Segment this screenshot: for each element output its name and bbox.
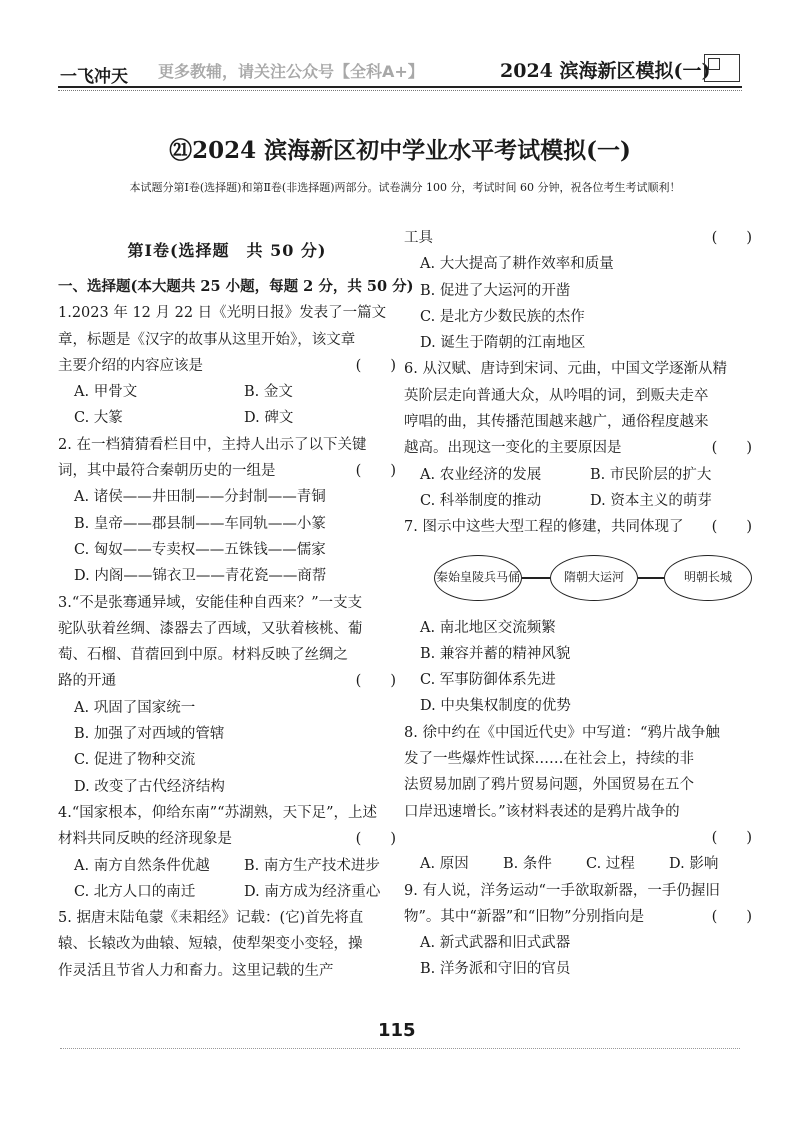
option-c: C. 过程	[586, 856, 635, 873]
option-d: D. 碑文	[244, 410, 294, 427]
option-c: C. 北方人口的南迁	[74, 883, 196, 900]
option-c: C. 大篆	[74, 410, 123, 427]
qr-logo-icon	[704, 54, 740, 82]
option-b: B. 促进了大运河的开凿	[420, 282, 571, 299]
option-d: D. 改变了古代经济结构	[74, 778, 225, 795]
answer-paren: ( )	[355, 357, 396, 374]
options-row	[58, 405, 396, 431]
question-stem: 工具	[404, 230, 433, 246]
option-b: B. 条件	[503, 856, 552, 873]
question-stem: 物”。其中“新器”和“旧物”分别指向是	[404, 908, 645, 925]
answer-paren: ( )	[711, 440, 752, 457]
question-stem: 1.2023 年 12 月 22 日《光明日报》发表了一篇文	[58, 305, 387, 322]
section-title: 第Ⅰ卷(选择题 共 50 分)	[127, 241, 327, 260]
answer-paren: ( )	[711, 519, 752, 536]
option-b: B. 加强了对西域的管辖	[74, 726, 225, 743]
option-b: B. 金文	[244, 384, 293, 401]
header-divider-dotted	[58, 90, 742, 91]
answer-paren: ( )	[711, 908, 752, 925]
option-b: B. 皇帝——郡县制——车同轨——小篆	[74, 515, 326, 532]
question-stem: 萄、石榴、苜蓿回到中原。材料反映了丝绸之	[58, 647, 348, 664]
question-stem: 7. 图示中这些大型工程的修建，共同体现了	[404, 519, 684, 536]
question-stem: 作灵活且节省人力和畜力。这里记载的生产	[58, 962, 334, 979]
options-row	[404, 488, 752, 514]
option-b: B. 南方生产技术进步	[244, 857, 380, 874]
question-stem: 材料共同反映的经济现象是	[58, 831, 232, 848]
option-a: A. 新式武器和旧式武器	[420, 935, 571, 952]
question-stem: 越高。出现这一变化的主要原因是	[404, 440, 622, 457]
option-c: C. 匈奴——专卖权——五铢钱——儒家	[74, 541, 326, 558]
question-1	[58, 300, 396, 431]
question-stem: 9. 有人说，洋务运动“一手欲取新器，一手仍握旧	[404, 882, 720, 899]
promo-text: 更多教辅，请关注公众号【全科A+】	[158, 62, 424, 81]
question-stem: 主要介绍的内容应该是	[58, 357, 203, 374]
option-a: A. 巩固了国家统一	[74, 699, 196, 716]
diagram-node: 秦始皇陵兵马俑	[434, 555, 522, 601]
question-stem: 4.“国家根本，仰给东南”“苏湖熟，天下足”，上述	[58, 804, 377, 821]
option-c: C. 军事防御体系先进	[420, 672, 556, 689]
option-b: B. 市民阶层的扩大	[590, 466, 712, 483]
question-stem: 2. 在一档猜猜看栏目中，主持人出示了以下关键	[58, 436, 367, 453]
option-a: A. 原因	[420, 856, 469, 873]
question-stem	[404, 225, 752, 251]
question-5	[58, 905, 396, 984]
option-a: A. 诸侯——井田制——分封制——青铜	[74, 489, 326, 506]
diagram-connector	[638, 577, 664, 579]
question-stem	[404, 904, 752, 930]
question-stem: 8. 徐中约在《中国近代史》中写道：“鸦片战争触	[404, 724, 720, 741]
projects-diagram	[404, 549, 752, 611]
question-8	[404, 720, 752, 878]
diagram-node: 明朝长城	[664, 555, 752, 601]
question-7	[404, 514, 752, 719]
question-6	[404, 356, 752, 514]
answer-paren: ( )	[711, 829, 752, 846]
part-heading: 一、选择题(本大题共 25 小题，每题 2 分，共 50 分)	[58, 278, 414, 295]
option-d: D. 南方成为经济重心	[244, 883, 381, 900]
question-stem: 法贸易加剧了鸦片贸易问题，外国贸易在五个	[404, 777, 694, 794]
option-a: A. 南北地区交流频繁	[420, 619, 556, 636]
option-a: A. 南方自然条件优越	[74, 857, 210, 874]
option-c: C. 是北方少数民族的杰作	[420, 308, 585, 325]
header-divider	[58, 86, 742, 88]
question-stem	[58, 458, 396, 484]
diagram-connector	[522, 577, 550, 579]
question-stem: 5. 据唐末陆龟蒙《耒耜经》记载：(它)首先将直	[58, 910, 364, 927]
question-stem: 辕、长辕改为曲辕、短辕，使犁架变小变轻，操	[58, 936, 363, 953]
option-d: D. 资本主义的萌芽	[590, 492, 712, 509]
option-c: C. 促进了物种交流	[74, 752, 196, 769]
question-stem: 路的开通	[58, 673, 116, 690]
answer-paren-line	[404, 825, 752, 851]
option-a: A. 大大提高了耕作效率和质量	[420, 256, 614, 273]
question-stem	[58, 826, 396, 852]
page-title: ㉑2024 滨海新区初中学业水平考试模拟(一)	[169, 137, 631, 164]
question-stem	[404, 435, 752, 461]
answer-paren: ( )	[355, 673, 396, 690]
question-stem: 6. 从汉赋、唐诗到宋词、元曲，中国文学逐渐从精	[404, 361, 727, 378]
options-row	[404, 462, 752, 488]
option-a: A. 农业经济的发展	[420, 466, 542, 483]
options-row	[58, 879, 396, 905]
exam-instructions: 本试题分第Ⅰ卷(选择题)和第Ⅱ卷(非选择题)两部分。试卷满分 100 分，考试时间 60 分钟，祝各位考生考试顺利！	[129, 181, 681, 194]
exam-name: 2024 滨海新区模拟(一)	[500, 60, 711, 82]
answer-paren: ( )	[355, 463, 396, 480]
option-d: D. 影响	[669, 856, 719, 873]
question-stem	[404, 514, 752, 540]
options-row	[404, 851, 752, 877]
question-stem: 哼唱的曲，其传播范围越来越广，通俗程度越来	[404, 414, 709, 431]
option-a: A. 甲骨文	[74, 384, 138, 401]
question-2	[58, 432, 396, 590]
option-d: D. 内阁——锦衣卫——青花瓷——商帮	[74, 568, 327, 585]
question-stem: 英阶层走向普通大众，从吟唱的词，到贩夫走卒	[404, 387, 709, 404]
page-header	[60, 48, 740, 87]
options-row	[58, 379, 396, 405]
question-stem: 发了一些爆炸性试探……在社会上，持续的非	[404, 751, 694, 768]
question-stem: 口岸迅速增长。”该材料表述的是鸦片战争的	[404, 803, 680, 820]
left-column	[58, 238, 414, 984]
question-4	[58, 800, 396, 905]
right-column	[404, 225, 752, 983]
options-row	[58, 853, 396, 879]
question-5-cont	[404, 225, 752, 356]
answer-paren: ( )	[355, 831, 396, 848]
page-number: 115	[378, 1020, 416, 1041]
brand-logo-text: 一飞冲天	[60, 67, 128, 87]
question-stem: 词，其中最符合秦朝历史的一组是	[58, 463, 276, 480]
option-d: D. 中央集权制度的优势	[420, 698, 571, 715]
question-stem	[58, 668, 396, 694]
answer-paren: ( )	[711, 230, 752, 246]
footer-divider	[60, 1048, 740, 1049]
question-stem: 驼队驮着丝绸、漆器去了西域，又驮着核桃、葡	[58, 620, 363, 637]
option-d: D. 诞生于隋朝的江南地区	[420, 335, 586, 352]
question-3	[58, 590, 396, 800]
diagram-node: 隋朝大运河	[550, 555, 638, 601]
option-b: B. 兼容并蓄的精神风貌	[420, 645, 571, 662]
question-9	[404, 878, 752, 983]
question-stem: 章，标题是《汉字的故事从这里开始》，该文章	[58, 331, 356, 348]
question-stem	[58, 353, 396, 379]
option-b: B. 洋务派和守旧的官员	[420, 961, 571, 978]
question-stem: 3.“不是张骞通异域，安能佳种自西来？”一支支	[58, 594, 363, 611]
option-c: C. 科举制度的推动	[420, 492, 542, 509]
